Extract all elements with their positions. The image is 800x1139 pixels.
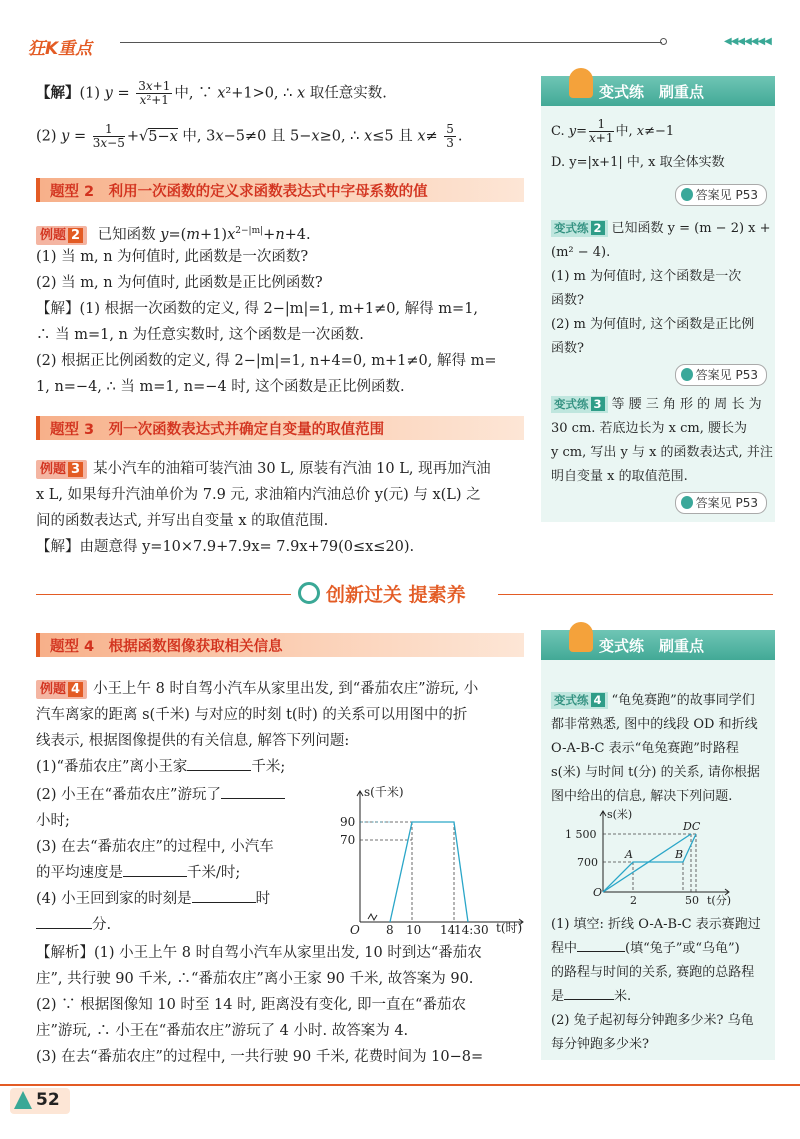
graph2-xlabel: t(分) <box>707 894 732 907</box>
example-4-analysis-1: 【解析】(1) 小王上午 8 时自驾小汽车从家里出发, 10 时到达“番茄农 <box>36 945 482 961</box>
page-number-badge <box>10 1088 70 1114</box>
option-c: C. y= $\frac{1}{x+1}$ 中, x≠−1 <box>551 117 675 145</box>
type-3-heading: 题型 3 列一次函数表达式并确定自变量的取值范围 <box>36 416 524 440</box>
example-2-s2: ∴ 当 m=1, n 为任意实数时, 这个函数是一次函数. <box>36 327 364 343</box>
variant-2-line-6: 函数? <box>551 341 584 356</box>
variant-tag: 变式练 4 <box>551 692 608 709</box>
side-panel-2 <box>541 630 775 1060</box>
example-3-line-2: x L, 如果每升汽油单价为 7.9 元, 求油箱内汽油总价 y(元) 与 x(L) 之 <box>36 487 481 503</box>
distance-time-graph <box>330 782 530 940</box>
solution-1-line: 【解】(1) y = $\frac{3x+1}{\text{x²+1}}$ 中, ∵ x²+1>0, ∴ x 取任意实数. <box>36 79 387 107</box>
variant-4-q1-d: 的路程与时间的关系, 赛跑的总路程 <box>551 965 755 980</box>
variant-2-line-3: (1) m 为何值时, 这个函数是一次 <box>551 269 742 284</box>
page-number: 52 <box>36 1090 60 1110</box>
graph2-ylabel: s(米) <box>607 808 633 821</box>
example-4-q4-b: 分. <box>36 912 111 938</box>
variant-3-line-1: 变式练 3 等 腰 三 角 形 的 周 长 为 <box>551 394 762 416</box>
example-3-line-1: 例题 3 某小汽车的油箱可装汽油 30 L, 原装有汽油 10 L, 现再加汽油 <box>36 456 531 482</box>
distance-polyline <box>390 822 468 922</box>
example-4-q3-b: 的平均速度是 千米/时; <box>36 865 241 881</box>
example-tag: 例题 2 <box>36 226 87 245</box>
example-4-q1: (1)“番茄农庄”离小王家 千米; <box>36 759 286 775</box>
example-2-stem: 例题 2 已知函数 $y=(m+1)x^{2-|m|}+n+4$. <box>36 218 531 248</box>
example-4-q3: (3) 在去“番茄农庄”的过程中, 小汽车 <box>36 839 274 855</box>
race-graph <box>553 808 763 908</box>
variant-3-line-4: 明自变量 x 的取值范围. <box>551 469 688 484</box>
variant-4-q2-a: (2) 兔子起初每分钟跑多少米? 乌龟 <box>551 1013 754 1028</box>
header-logo: 狂K重点 <box>28 39 93 59</box>
variant-4-line-5: 图中给出的信息, 解决下列问题. <box>551 789 733 804</box>
example-4-analysis-3: (2) ∵ 根据图像知 10 时至 14 时, 距离没有变化, 即一直在“番茄农 <box>36 997 466 1013</box>
variant-4-q1-b: 程中 (填“兔子”或“乌龟”) <box>551 938 740 960</box>
answer-ref-3[interactable]: 答案见 P53 <box>675 492 767 514</box>
variant-4-line-2: 都非常熟悉, 图中的线段 OD 和折线 <box>551 717 758 732</box>
mascot-icon <box>569 68 593 98</box>
example-4-analysis-4: 庄”游玩, ∴ 小王在“番茄农庄”游玩了 4 小时. 故答案为 4. <box>36 1023 409 1039</box>
mascot-icon <box>569 622 593 652</box>
answer-ref-1[interactable]: 答案见 P53 <box>675 184 767 206</box>
variant-2-line-4: 函数? <box>551 293 584 308</box>
fraction: $\frac{5}{3}$ <box>446 122 454 150</box>
fraction: $\frac{1}{x+1}$ <box>589 117 614 145</box>
example-3-line-3: 间的函数表达式, 并写出自变量 x 的取值范围. <box>36 513 329 529</box>
graph1-x1430: 14:30 <box>454 923 489 937</box>
variant-2-line-5: (2) m 为何值时, 这个函数是正比例 <box>551 317 755 332</box>
graph1-x14: 14 <box>440 923 456 937</box>
example-4-line-2: 汽车离家的距离 s(千米) 与对应的时刻 t(时) 的关系可以用图中的折 <box>36 707 468 723</box>
answer-ref-2[interactable]: 答案见 P53 <box>675 364 767 386</box>
example-3-solution: 【解】由题意得 y=10×7.9+7.9x= 7.9x+79(0≤x≤20). <box>36 539 415 555</box>
variant-3-line-3: y cm, 写出 y 与 x 的函数表达式, 并注 <box>551 445 773 460</box>
variant-tag: 变式练 2 <box>551 220 608 237</box>
type-4-heading: 题型 4 根据函数图像获取相关信息 <box>36 633 524 657</box>
example-4-q4: (4) 小王回到家的时刻是 时 <box>36 891 271 907</box>
fraction: $\frac{3x+1}{\text{x²+1}}$ <box>138 79 171 107</box>
graph1-ylabel: s(千米) <box>364 785 404 799</box>
graph2-point-a: A <box>625 848 633 861</box>
example-2-q2: (2) 当 m, n 为何值时, 此函数是正比例函数? <box>36 275 323 291</box>
variant-4-line-4: s(米) 与时间 t(分) 的关系, 请你根据 <box>551 765 760 780</box>
spiral-icon <box>298 582 320 604</box>
example-4-q2: (2) 小王在“番茄农庄”游玩了 <box>36 782 285 808</box>
example-2-s3: (2) 根据正比例函数的定义, 得 2−|m|=1, n+4=0, m+1≠0, 解得 m= <box>36 353 497 369</box>
graph1-origin: O <box>350 923 360 937</box>
graph2-y1500: 1 500 <box>565 828 597 841</box>
variant-3-line-2: 30 cm. 若底边长为 x cm, 腰长为 <box>551 421 748 436</box>
example-4-line-3: 线表示, 根据图像提供的有关信息, 解答下列问题: <box>36 733 350 749</box>
variant-4-q1-e: 是 米. <box>551 986 631 1008</box>
graph2-y700: 700 <box>577 856 598 869</box>
header-rule <box>120 42 662 43</box>
header-dot <box>660 38 667 45</box>
section-title: 创新过关 提素养 <box>298 580 494 608</box>
variant-4-line-3: O-A-B-C 表示“龟兔赛跑”时路程 <box>551 741 739 756</box>
variant-tag: 变式练 3 <box>551 396 608 413</box>
example-tag: 例题 3 <box>36 460 87 479</box>
example-4-analysis-2: 庄”, 共行驶 90 千米, ∴“番茄农庄”离小王家 90 千米, 故答案为 90. <box>36 971 474 987</box>
graph2-point-dc: DC <box>683 820 701 833</box>
side-panel-2-header: 变式练 刷重点 <box>541 630 775 660</box>
variant-2-line-2: (m² − 4). <box>551 245 611 260</box>
graph2-x50: 50 <box>685 894 699 907</box>
graph2-origin: O <box>593 886 603 899</box>
section-rule-left <box>36 594 291 595</box>
graph1-x10: 10 <box>406 923 422 937</box>
variant-4-line-1: 变式练 4 “龟兔赛跑”的故事同学们 <box>551 690 755 712</box>
graph1-x8: 8 <box>386 923 394 937</box>
variant-2-line-1: 变式练 2 已知函数 y = (m − 2) x + <box>551 218 771 240</box>
key-icon <box>681 368 693 381</box>
example-2-s4: 1, n=−4, ∴ 当 m=1, n=−4 时, 这个函数是正比例函数. <box>36 379 405 395</box>
example-tag: 例题 4 <box>36 680 87 699</box>
example-4-analysis-5: (3) 在去“番茄农庄”的过程中, 一共行驶 90 千米, 花费时间为 10−8= <box>36 1049 484 1065</box>
graph1-y70: 70 <box>340 833 356 847</box>
section-rule-right <box>498 594 773 595</box>
compass-icon <box>14 1091 32 1109</box>
option-d: D. y=|x+1| 中, x 取全体实数 <box>551 155 725 170</box>
key-icon <box>681 188 693 201</box>
graph1-xlabel: t(时) <box>496 921 523 935</box>
solution-2-line: (2) y = $\frac{1}{3x-5}$ +√5−x 中, 3x−5≠0 且 5−x≥0, ∴ x≤5 且 x≠ $\frac{5}{3}$ . <box>36 122 463 150</box>
header-arrows: ◀◀◀◀◀◀◀ <box>724 36 771 47</box>
side-panel-1-header: 变式练 刷重点 <box>541 76 775 106</box>
header <box>0 0 800 60</box>
example-4-line-1: 例题 4 小王上午 8 时自驾小汽车从家里出发, 到“番茄农庄”游玩, 小 <box>36 676 531 702</box>
graph2-x2: 2 <box>630 894 637 907</box>
graph1-y90: 90 <box>340 815 356 829</box>
variant-4-q1-a: (1) 填空: 折线 O-A-B-C 表示赛跑过 <box>551 917 761 932</box>
footer-rule <box>0 1084 800 1086</box>
example-4-q2-b: 小时; <box>36 813 70 829</box>
example-2-s1: 【解】(1) 根据一次函数的定义, 得 2−|m|=1, m+1≠0, 解得 m=1, <box>36 301 479 317</box>
variant-4-q2-b: 每分钟跑多少米? <box>551 1037 649 1052</box>
tortoise-line <box>603 834 691 892</box>
key-icon <box>681 496 693 509</box>
side-panel-1 <box>541 76 775 522</box>
type-2-heading: 题型 2 利用一次函数的定义求函数表达式中字母系数的值 <box>36 178 524 202</box>
graph2-point-b: B <box>675 848 684 861</box>
fraction: $\frac{1}{3x-5}$ <box>92 122 125 150</box>
example-2-q1: (1) 当 m, n 为何值时, 此函数是一次函数? <box>36 249 309 265</box>
